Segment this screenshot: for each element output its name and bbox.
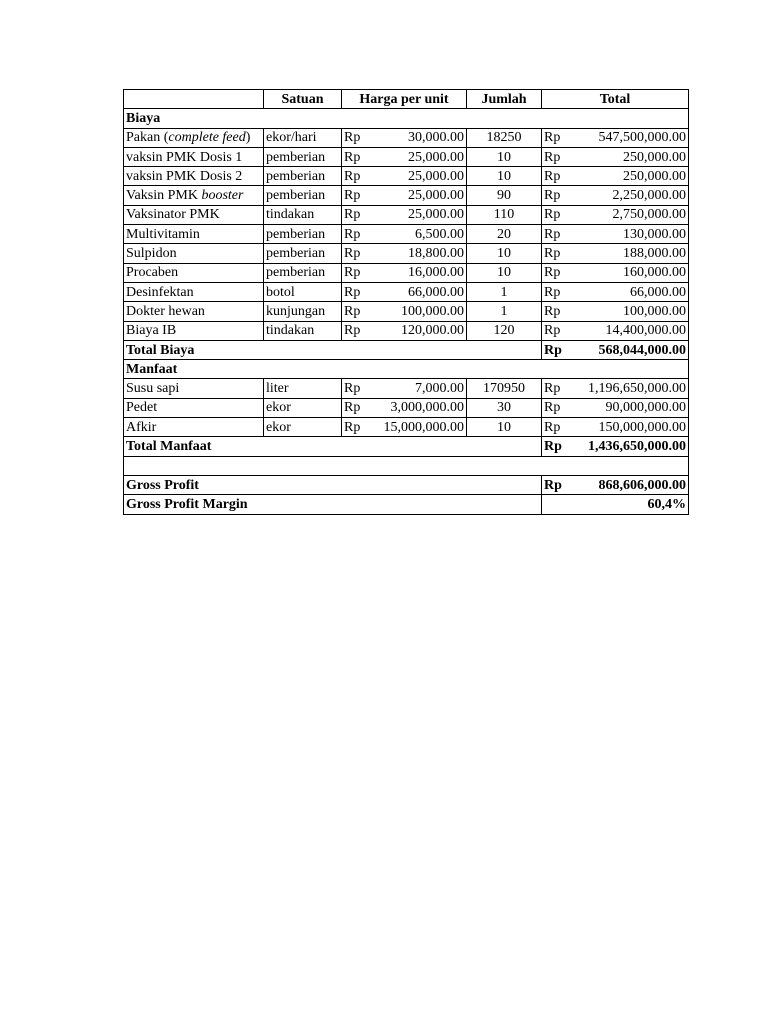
item-satuan: liter [264,379,342,398]
item-total: 250,000.00 [570,147,689,166]
item-total: 150,000,000.00 [570,418,689,437]
item-jumlah: 120 [467,321,542,340]
item-satuan: pemberian [264,263,342,282]
item-jumlah: 1 [467,282,542,301]
item-name [124,398,264,417]
gross-profit-row-currency: Rp [542,475,570,494]
table-row [124,167,689,186]
total-currency: Rp [542,167,570,186]
item-harga: 16,000.00 [369,263,467,282]
total-manfaat-row-value: 1,436,650,000.00 [570,437,689,456]
item-satuan: pemberian [264,167,342,186]
item-total: 250,000.00 [570,167,689,186]
item-name [124,225,264,244]
header-jumlah: Jumlah [467,90,542,109]
section-biaya-row [124,109,689,128]
total-biaya-row-value: 568,044,000.00 [570,340,689,359]
item-total: 2,250,000.00 [570,186,689,205]
harga-currency: Rp [342,167,369,186]
harga-currency: Rp [342,418,369,437]
harga-currency: Rp [342,282,369,301]
item-name-text: Vaksin PMK [126,188,202,204]
total-currency: Rp [542,321,570,340]
item-harga: 18,800.00 [369,244,467,263]
gross-profit-row [124,475,689,494]
item-name-italic: booster [201,188,244,204]
harga-currency: Rp [342,263,369,282]
section-biaya-label: Biaya [124,109,689,128]
gross-profit-margin-label: Gross Profit Margin [124,495,542,514]
harga-currency: Rp [342,205,369,224]
item-name [124,263,264,282]
harga-currency: Rp [342,128,369,147]
item-total: 14,400,000.00 [570,321,689,340]
harga-currency: Rp [342,379,369,398]
item-total: 100,000.00 [570,302,689,321]
total-currency: Rp [542,186,570,205]
item-harga: 25,000.00 [369,147,467,166]
item-total: 160,000.00 [570,263,689,282]
item-total: 130,000.00 [570,225,689,244]
item-name-text: Biaya IB [126,323,177,339]
item-satuan: pemberian [264,147,342,166]
item-jumlah: 90 [467,186,542,205]
total-manfaat-row-label: Total Manfaat [124,437,542,456]
item-jumlah: 10 [467,418,542,437]
total-biaya-row-currency: Rp [542,340,570,359]
item-satuan: ekor [264,398,342,417]
table-row [124,302,689,321]
table-row [124,398,689,417]
item-harga: 25,000.00 [369,186,467,205]
item-name-text: Desinfektan [126,284,194,300]
item-satuan: pemberian [264,244,342,263]
item-harga: 7,000.00 [369,379,467,398]
total-currency: Rp [542,225,570,244]
item-name-tail: ) [245,130,251,146]
item-jumlah: 10 [467,263,542,282]
header-harga: Harga per unit [342,90,467,109]
gross-profit-row-label: Gross Profit [124,475,542,494]
item-name-italic: complete feed [168,130,246,146]
item-jumlah: 1 [467,302,542,321]
item-jumlah: 10 [467,167,542,186]
empty-cell [124,456,689,475]
total-currency: Rp [542,244,570,263]
item-total: 90,000,000.00 [570,398,689,417]
item-satuan: kunjungan [264,302,342,321]
item-harga: 25,000.00 [369,167,467,186]
total-manfaat-row-currency: Rp [542,437,570,456]
harga-currency: Rp [342,302,369,321]
cost-benefit-table [123,89,689,515]
item-name [124,379,264,398]
item-harga: 120,000.00 [369,321,467,340]
total-currency: Rp [542,398,570,417]
section-manfaat-label: Manfaat [124,360,689,379]
table-row [124,225,689,244]
table-row [124,379,689,398]
table-row [124,263,689,282]
harga-currency: Rp [342,147,369,166]
item-name [124,244,264,263]
item-total: 2,750,000.00 [570,205,689,224]
item-satuan: tindakan [264,205,342,224]
item-harga: 30,000.00 [369,128,467,147]
total-currency: Rp [542,379,570,398]
item-name-text: Susu sapi [126,381,180,397]
header-total: Total [542,90,689,109]
table-row [124,282,689,301]
table-row [124,321,689,340]
item-name [124,282,264,301]
total-manfaat-row [124,437,689,456]
item-name [124,128,264,147]
item-jumlah: 18250 [467,128,542,147]
total-biaya-row-label: Total Biaya [124,340,542,359]
item-name [124,167,264,186]
item-harga: 100,000.00 [369,302,467,321]
empty-row [124,456,689,475]
item-jumlah: 20 [467,225,542,244]
item-name-text: Vaksinator PMK [126,207,220,223]
header-blank [124,90,264,109]
header-row [124,90,689,109]
total-currency: Rp [542,128,570,147]
item-total: 66,000.00 [570,282,689,301]
item-harga: 3,000,000.00 [369,398,467,417]
item-jumlah: 10 [467,244,542,263]
item-harga: 15,000,000.00 [369,418,467,437]
item-satuan: ekor [264,418,342,437]
gross-profit-margin-row [124,495,689,514]
harga-currency: Rp [342,186,369,205]
item-name-text: vaksin PMK Dosis 1 [126,149,243,165]
table-row [124,128,689,147]
item-satuan: tindakan [264,321,342,340]
total-currency: Rp [542,418,570,437]
header-satuan: Satuan [264,90,342,109]
item-harga: 25,000.00 [369,205,467,224]
item-jumlah: 30 [467,398,542,417]
item-total: 1,196,650,000.00 [570,379,689,398]
total-biaya-row [124,340,689,359]
total-currency: Rp [542,205,570,224]
item-name-text: Procaben [126,265,179,281]
item-total: 547,500,000.00 [570,128,689,147]
item-name [124,418,264,437]
harga-currency: Rp [342,225,369,244]
table-row [124,418,689,437]
item-satuan: pemberian [264,186,342,205]
item-name-text: Sulpidon [126,246,177,262]
item-name [124,302,264,321]
item-name-text: Multivitamin [126,226,200,242]
item-name-text: vaksin PMK Dosis 2 [126,168,243,184]
item-satuan: botol [264,282,342,301]
item-name-text: Pedet [126,400,158,416]
gross-profit-row-value: 868,606,000.00 [570,475,689,494]
table-row [124,205,689,224]
item-satuan: pemberian [264,225,342,244]
item-name [124,321,264,340]
harga-currency: Rp [342,321,369,340]
item-jumlah: 10 [467,147,542,166]
harga-currency: Rp [342,244,369,263]
total-currency: Rp [542,302,570,321]
total-currency: Rp [542,263,570,282]
table-row [124,244,689,263]
total-currency: Rp [542,282,570,301]
item-total: 188,000.00 [570,244,689,263]
table-row [124,147,689,166]
item-name-text: Pakan ( [126,130,169,146]
section-manfaat-row [124,360,689,379]
table-row [124,186,689,205]
item-name [124,205,264,224]
item-jumlah: 170950 [467,379,542,398]
gross-profit-margin-value: 60,4% [542,495,689,514]
item-harga: 66,000.00 [369,282,467,301]
item-name-text: Afkir [126,419,157,435]
item-harga: 6,500.00 [369,225,467,244]
item-name [124,186,264,205]
item-name-text: Dokter hewan [126,303,205,319]
total-currency: Rp [542,147,570,166]
harga-currency: Rp [342,398,369,417]
item-name [124,147,264,166]
item-jumlah: 110 [467,205,542,224]
item-satuan: ekor/hari [264,128,342,147]
